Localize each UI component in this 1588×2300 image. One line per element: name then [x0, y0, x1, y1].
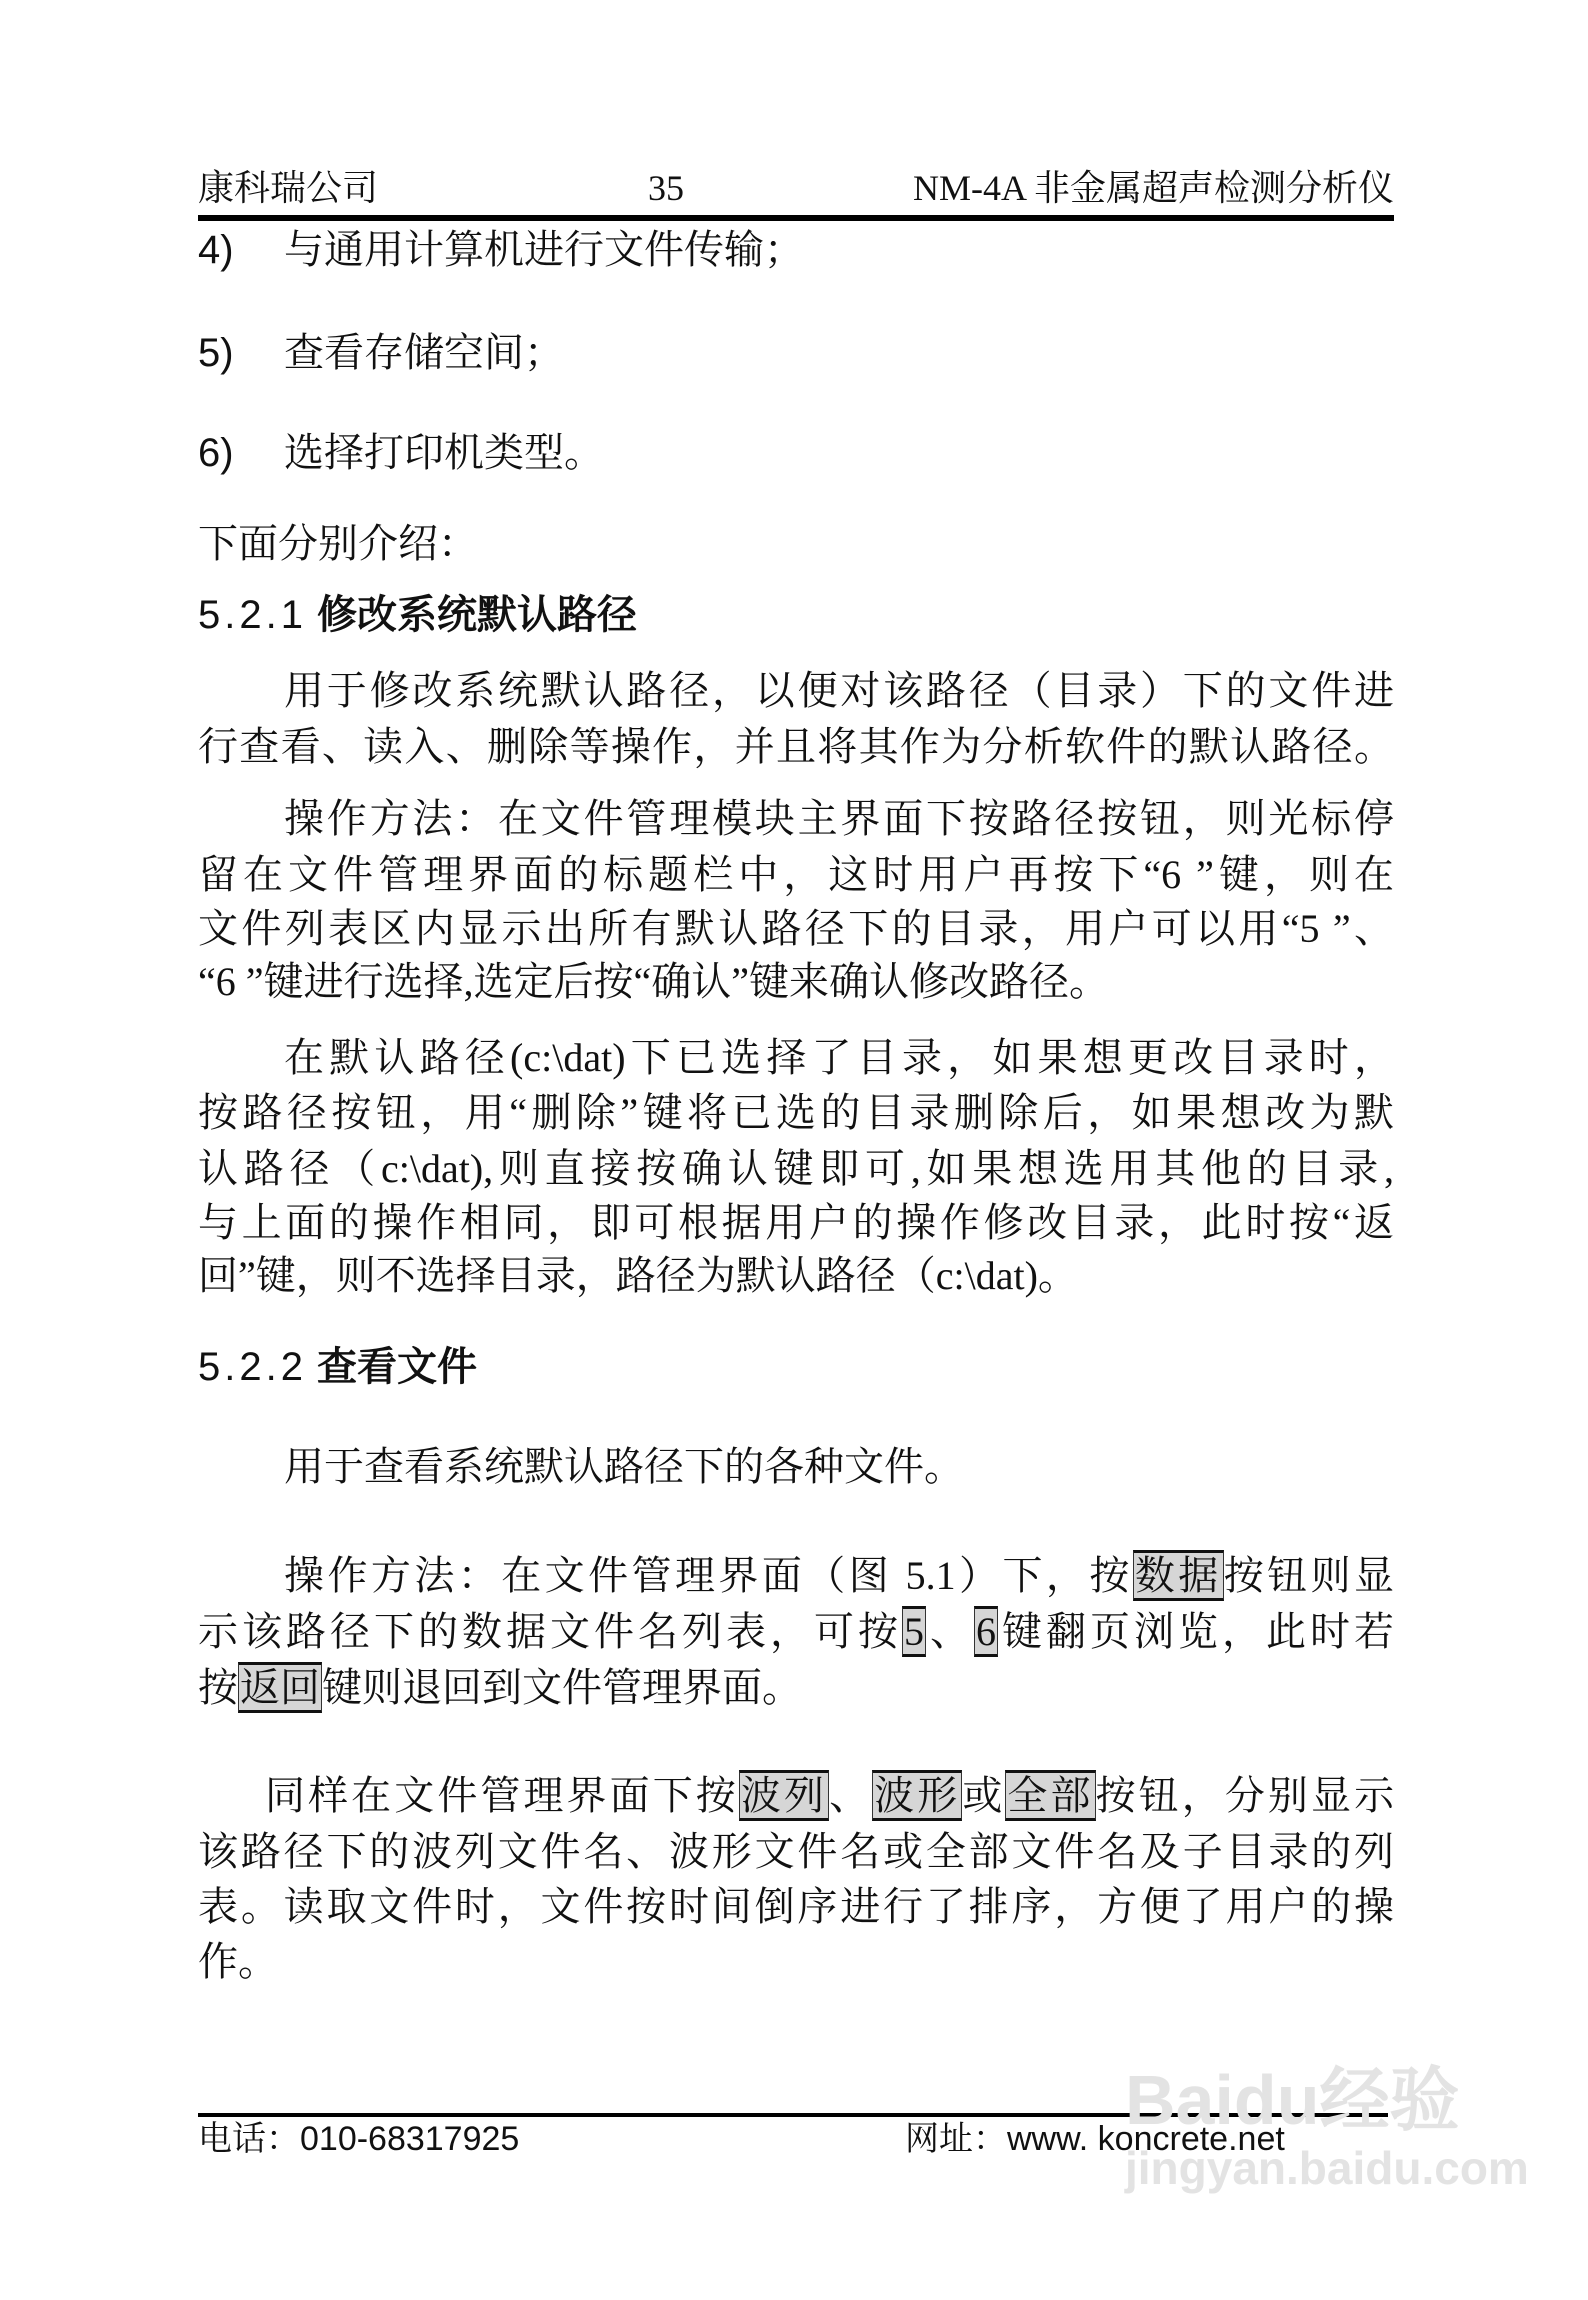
paragraph-line: 文件列表区内显示出所有默认路径下的目录，用户可以用“5 ”、	[198, 906, 1394, 951]
key-5: 5	[902, 1606, 926, 1657]
paragraph-line: 作。	[198, 1939, 278, 1984]
paragraph-line: 认路径（c:\dat),则直接按确认键即可,如果想选用其他的目录,	[198, 1146, 1394, 1191]
paragraph-line: 回”键，则不选择目录，路径为默认路径（c:\dat)。	[198, 1253, 1078, 1298]
paragraph-line: 留在文件管理界面的标题栏中，这时用户再按下“6 ”键，则在	[198, 852, 1394, 897]
paragraph-line: 与上面的操作相同，即可根据用户的操作修改目录，此时按“返	[198, 1200, 1394, 1245]
paragraph-line: 表。读取文件时，文件按时间倒序进行了排序，方便了用户的操	[198, 1884, 1394, 1929]
paragraph-line: 用于修改系统默认路径，以便对该路径（目录）下的文件进	[284, 668, 1394, 713]
header-page-number: 35	[648, 168, 684, 208]
list-item: 6) 选择打印机类型。	[198, 430, 604, 475]
list-item: 4) 与通用计算机进行文件传输；	[198, 227, 804, 272]
paragraph-line: 操作方法：在文件管理模块主界面下按路径按钮，则光标停	[284, 796, 1394, 841]
paragraph-line: 行查看、读入、删除等操作，并且将其作为分析软件的默认路径。	[198, 724, 1394, 769]
paragraph-line: 同样在文件管理界面下按波列、波形或全部按钮，分别显示	[265, 1768, 1394, 1824]
intro-text: 下面分别介绍：	[198, 521, 478, 566]
watermark-url: jingyan.baidu.com	[1125, 2142, 1529, 2194]
paragraph-line: 用于查看系统默认路径下的各种文件。	[284, 1444, 964, 1489]
paragraph-line: 按路径按钮，用“删除”键将已选的目录删除后，如果想改为默	[198, 1090, 1394, 1135]
header-rule	[198, 215, 1394, 221]
paragraph-line: 该路径下的波列文件名、波形文件名或全部文件名及子目录的列	[198, 1829, 1394, 1874]
paragraph-line: 按返回键则退回到文件管理界面。	[198, 1660, 1394, 1716]
paragraph-line: “6 ”键进行选择,选定后按“确认”键来确认修改路径。	[198, 959, 1110, 1004]
list-item: 5) 查看存储空间；	[198, 330, 564, 375]
key-back: 返回	[238, 1662, 322, 1713]
footer-website: 网址：www. koncrete.net	[905, 2120, 1285, 2158]
paragraph-line: 操作方法：在文件管理界面（图 5.1）下，按数据按钮则显	[284, 1548, 1394, 1604]
paragraph-line: 在默认路径(c:\dat)下已选择了目录，如果想更改目录时，	[284, 1035, 1394, 1080]
key-wave-train: 波列	[739, 1770, 829, 1821]
key-waveform: 波形	[872, 1770, 962, 1821]
section-heading-5-2-2: 5.2.2 查看文件	[198, 1344, 477, 1389]
paragraph-line: 示该路径下的数据文件名列表，可按5、6键翻页浏览，此时若	[198, 1604, 1394, 1660]
key-data: 数据	[1133, 1550, 1224, 1601]
header-company: 康科瑞公司	[198, 168, 379, 208]
header-product: NM-4A 非金属超声检测分析仪	[912, 168, 1394, 208]
footer-phone: 电话：010-68317925	[198, 2120, 520, 2158]
key-all: 全部	[1005, 1770, 1095, 1821]
watermark-logo: Baidu经验	[1125, 2061, 1460, 2139]
section-heading-5-2-1: 5.2.1 修改系统默认路径	[198, 592, 637, 637]
key-6: 6	[974, 1606, 998, 1657]
baidu-watermark	[1125, 2060, 1529, 2196]
